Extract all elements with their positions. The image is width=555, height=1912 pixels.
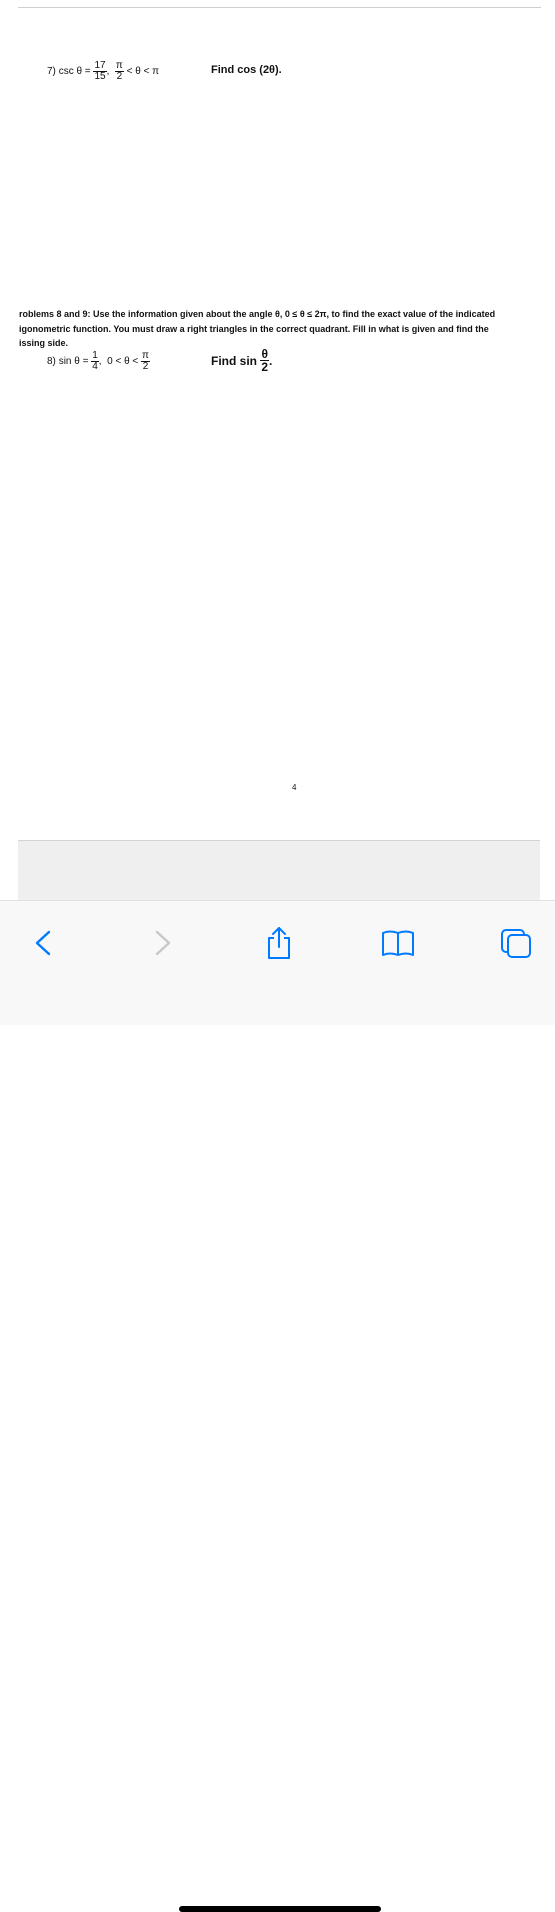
problem-8-find (211, 348, 272, 373)
instructions-line-3: issing side. (19, 338, 69, 348)
problem-7-fraction: $\frac{17}{15}$ (94, 60, 106, 82)
share-icon (264, 926, 294, 960)
page-top-divider (18, 7, 541, 8)
forward-button[interactable] (143, 923, 183, 963)
problem-8-number: 8) (47, 356, 56, 367)
problem-8-range: 0 < θ < (107, 356, 139, 367)
tabs-icon (499, 927, 533, 959)
problem-7-find: Find cos (2θ). (211, 64, 282, 76)
instructions-text (19, 307, 547, 351)
browser-toolbar (0, 900, 555, 1025)
problem-8-comma: , (98, 356, 102, 367)
instructions-line-1: roblems 8 and 9: Use the information given about the angle θ, 0 ≤ θ ≤ 2π, to find the exact value of the indicated (19, 309, 496, 319)
share-button[interactable] (259, 923, 299, 963)
problem-8-find-suffix: . (269, 353, 273, 368)
home-indicator[interactable] (179, 1906, 381, 1912)
problem-8-statement (47, 351, 150, 372)
chevron-left-icon (31, 928, 55, 958)
problem-8-find-fraction: $\frac{\theta}{2}$ (261, 347, 269, 374)
tabs-button[interactable] (496, 923, 536, 963)
problem-7-range: < θ < π (126, 66, 160, 77)
problem-7-comma: , (106, 66, 110, 77)
chevron-right-icon (151, 928, 175, 958)
book-icon (380, 928, 416, 958)
page-number: 4 (292, 783, 297, 792)
document-page (0, 0, 555, 840)
back-button[interactable] (23, 923, 63, 963)
next-page-edge (18, 840, 540, 901)
problem-7-range-fraction: $\frac{\pi}{2}$ (115, 60, 123, 82)
problem-8-range-fraction: $\frac{\pi}{2}$ (142, 350, 149, 372)
problem-7-number: 7) (47, 66, 56, 77)
problem-8-fraction: $\frac{1}{4}$ (92, 350, 98, 372)
problem-8-find-prefix: Find sin (211, 353, 257, 368)
bookmarks-button[interactable] (378, 923, 418, 963)
instructions-line-2: igonometric function. You must draw a right triangles in the correct quadrant. Fill in what is given and find the (19, 323, 489, 334)
problem-7-statement (47, 61, 159, 82)
problem-7-function: csc θ = (58, 66, 91, 77)
problem-8-function: sin θ = (58, 356, 89, 367)
